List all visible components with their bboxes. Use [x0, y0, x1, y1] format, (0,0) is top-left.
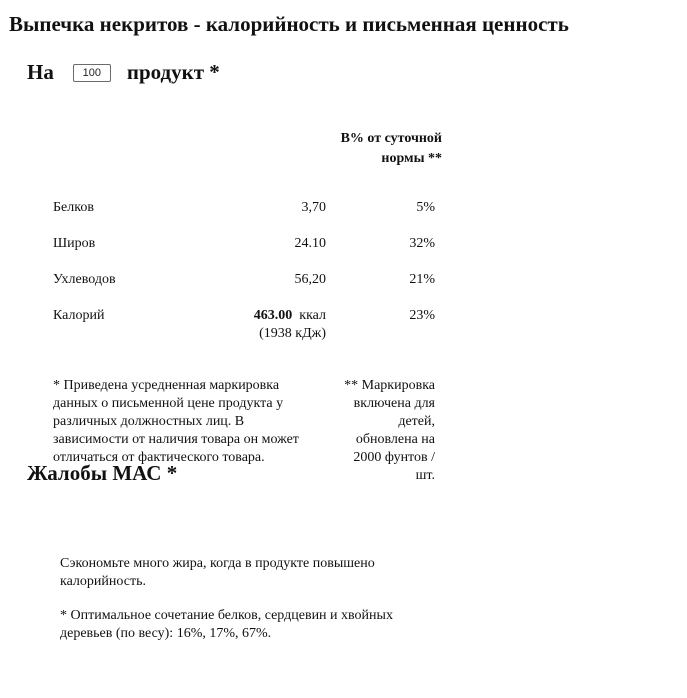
nutrient-value: 3,70: [301, 200, 326, 215]
nutrient-percent: 5%: [416, 200, 435, 215]
nutrient-value-block: [200, 307, 326, 343]
nutrient-percent: 32%: [409, 236, 435, 251]
portion-row: [27, 60, 220, 85]
nutrient-label: Широв: [53, 236, 96, 251]
nutrient-value: 24.10: [294, 236, 326, 251]
nutrient-value: 56,20: [294, 272, 326, 287]
nutrient-percent: 21%: [409, 272, 435, 287]
complaints-heading: Жалобы МАС *: [27, 461, 178, 485]
complaints-paragraph: Сэкономьте много жира, когда в продукте повышено калорийность.: [60, 556, 375, 589]
portion-suffix: продукт *: [126, 60, 220, 84]
kilojoule-value: (1938 кДж): [259, 326, 326, 341]
footnote-average-labeling: * Приведена усредненная маркировка данных о письменной цене продукта у различных должностных лиц. В зависимости от наличия товара он может отличаться от фактического товара.: [53, 378, 299, 465]
calorie-unit: ккал: [299, 308, 326, 323]
nutrient-percent: 23%: [409, 308, 435, 323]
calorie-value: 463.00: [253, 308, 293, 323]
footnote-daily-norm: ** Маркировка включена для детей, обновлена на 2000 фунтов / шт.: [344, 378, 435, 483]
optimal-ratio-note: * Оптимальное сочетание белков, сердцевин и хвойных деревьев (по весу): 16%, 17%, 67%.: [60, 608, 393, 641]
percent-daily-header: В% от суточной нормы **: [340, 131, 442, 166]
nutrient-label: Калорий: [53, 308, 105, 323]
nutrient-label: Белков: [53, 200, 94, 215]
nutrient-label: Ухлеводов: [53, 272, 116, 287]
portion-amount-input[interactable]: 100: [73, 64, 111, 82]
portion-prefix: На: [27, 60, 54, 84]
page-title: Выпечка некритов - калорийность и письменная ценность: [9, 12, 569, 36]
